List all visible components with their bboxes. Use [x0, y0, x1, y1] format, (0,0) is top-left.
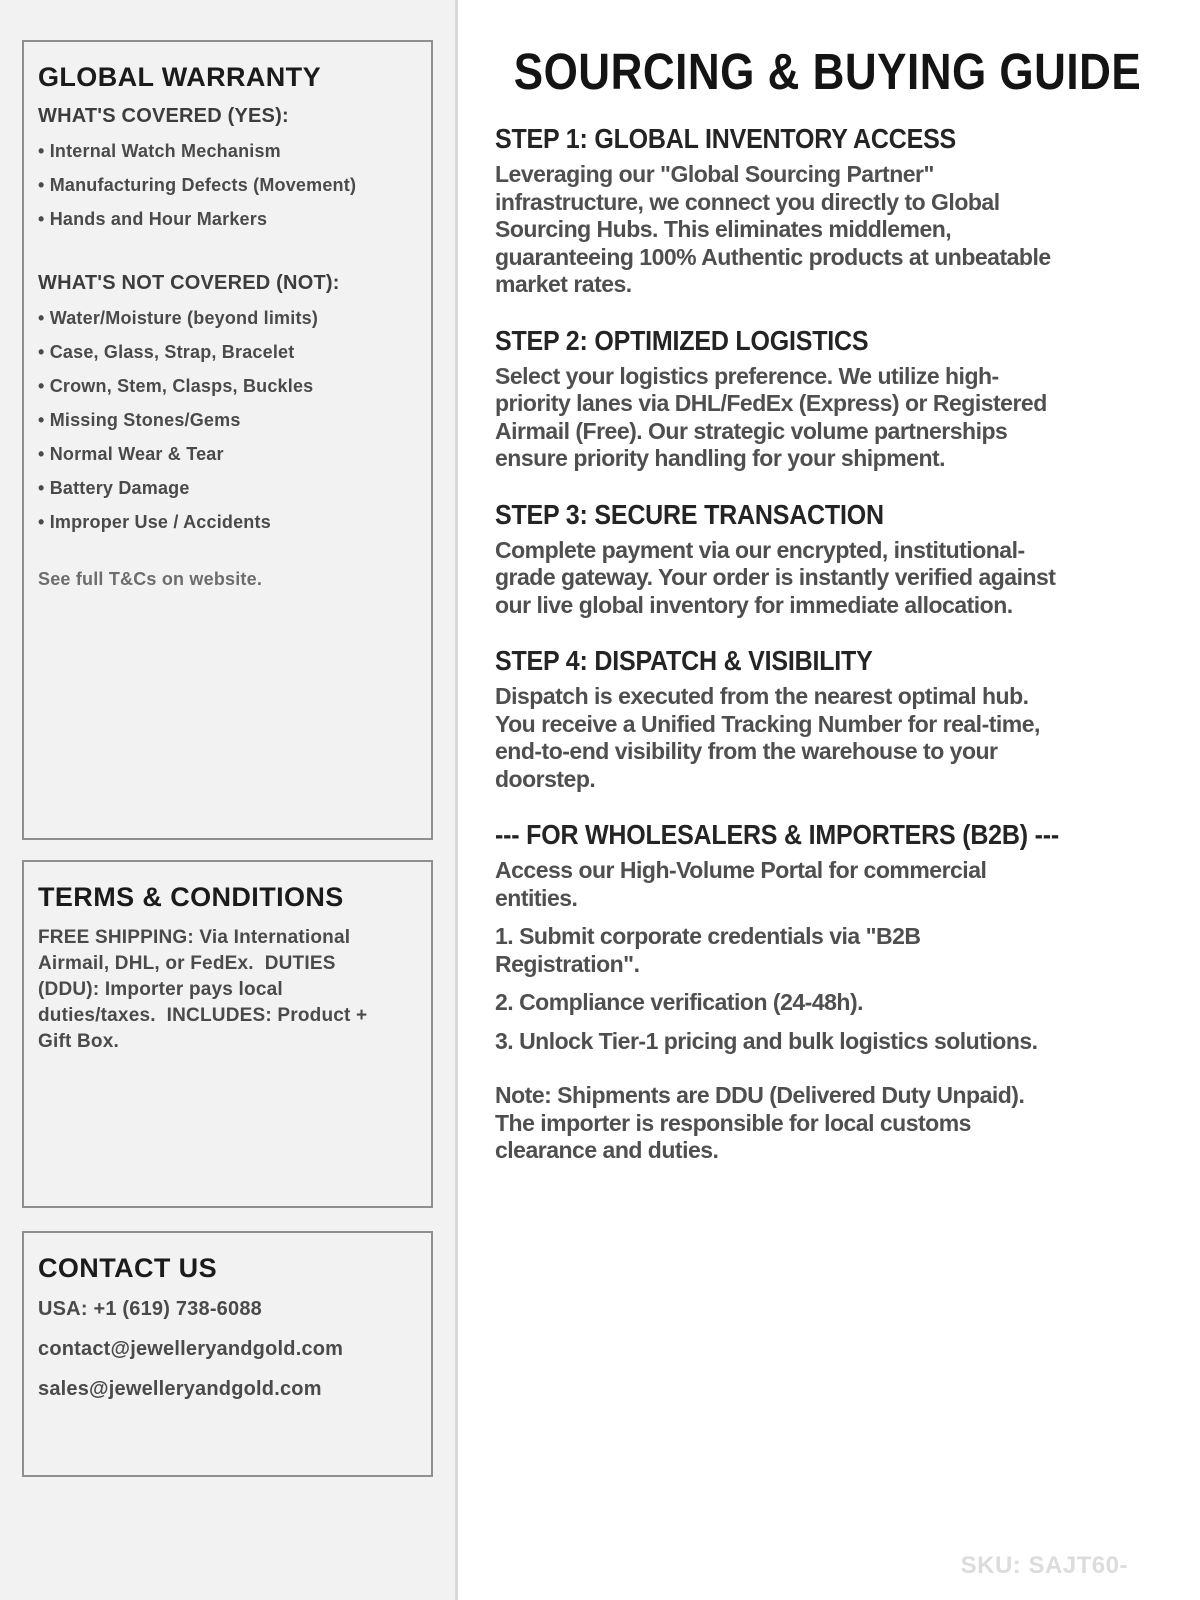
warranty-box	[22, 40, 433, 840]
contact-line: USA: +1 (619) 738-6088	[38, 1298, 262, 1320]
guide-section	[495, 646, 1200, 793]
guide-section	[495, 1082, 1200, 1165]
not-covered-item: • Crown, Stem, Clasps, Buckles	[38, 369, 415, 403]
contact-box	[22, 1231, 433, 1477]
sku-label: SKU: SAJT60-	[960, 1552, 1128, 1579]
section-paragraph: Dispatch is executed from the nearest optimal hub. You receive a Unified Tracking Number for real-time, end-to-end visibility from the warehouse to your doorstep.	[495, 683, 1040, 792]
contact-title: CONTACT US	[38, 1253, 217, 1283]
guide-section	[495, 326, 1200, 473]
warranty-title: GLOBAL WARRANTY	[38, 62, 321, 92]
section-heading: STEP 2: OPTIMIZED LOGISTICS	[495, 325, 869, 356]
guide-sections	[495, 124, 1200, 1165]
not-covered-list	[38, 301, 415, 539]
terms-title: TERMS & CONDITIONS	[38, 882, 344, 912]
section-paragraph: Complete payment via our encrypted, institutional-grade gateway. Your order is instantly verified against our live global inventory for immediate allocation.	[495, 536, 1056, 618]
covered-list	[38, 134, 415, 236]
section-paragraph: 1. Submit corporate credentials via "B2B Registration".	[495, 923, 921, 977]
main-content	[458, 0, 1200, 1600]
section-heading: STEP 4: DISPATCH & VISIBILITY	[495, 645, 873, 677]
not-covered-item: • Battery Damage	[38, 471, 415, 505]
contact-line: sales@jewelleryandgold.com	[38, 1378, 322, 1400]
terms-box	[22, 860, 433, 1208]
section-paragraph: 3. Unlock Tier-1 pricing and bulk logistics solutions.	[495, 1027, 1038, 1054]
terms-body: FREE SHIPPING: Via International Airmail, DHL, or FedEx. DUTIES (DDU): Importer pays local duties/taxes. INCLUDES: Product + Gift Box.	[38, 927, 373, 1052]
section-heading: --- FOR WHOLESALERS & IMPORTERS (B2B) ---	[495, 819, 1059, 851]
sidebar	[0, 0, 458, 1600]
section-heading: STEP 1: GLOBAL INVENTORY ACCESS	[495, 123, 957, 155]
not-covered-item: • Missing Stones/Gems	[38, 403, 415, 437]
covered-heading: WHAT'S COVERED (YES):	[38, 105, 289, 127]
section-heading: STEP 3: SECURE TRANSACTION	[495, 499, 884, 530]
page-title: SOURCING & BUYING GUIDE	[513, 44, 1142, 101]
covered-item: • Hands and Hour Markers	[38, 202, 415, 236]
warranty-footnote: See full T&Cs on website.	[38, 569, 263, 589]
guide-section	[495, 500, 1200, 620]
not-covered-item: • Normal Wear & Tear	[38, 437, 415, 471]
covered-item: • Internal Watch Mechanism	[38, 134, 415, 168]
not-covered-item: • Water/Moisture (beyond limits)	[38, 301, 415, 335]
section-paragraph: Note: Shipments are DDU (Delivered Duty Unpaid). The importer is responsible for local customs clearance and duties.	[495, 1082, 1025, 1163]
not-covered-item: • Improper Use / Accidents	[38, 505, 415, 539]
contact-lines	[38, 1296, 415, 1402]
guide-section	[495, 820, 1200, 1055]
guide-section	[495, 124, 1200, 299]
not-covered-heading: WHAT'S NOT COVERED (NOT):	[38, 272, 340, 294]
section-paragraph: 2. Compliance verification (24-48h).	[495, 989, 864, 1015]
not-covered-item: • Case, Glass, Strap, Bracelet	[38, 335, 415, 369]
contact-line: contact@jewelleryandgold.com	[38, 1338, 344, 1360]
section-paragraph: Access our High-Volume Portal for commercial entities.	[495, 857, 987, 911]
covered-item: • Manufacturing Defects (Movement)	[38, 168, 415, 202]
section-paragraph: Leveraging our "Global Sourcing Partner" infrastructure, we connect you directly to Global Sourcing Hubs. This eliminates middlemen, guaranteeing 100% Authentic products at unbeatable market rates.	[495, 161, 1051, 297]
section-paragraph: Select your logistics preference. We utilize high-priority lanes via DHL/FedEx (Express) or Registered Airmail (Free). Our strategic volume partnerships ensure priority handling for your shipment.	[495, 362, 1047, 471]
